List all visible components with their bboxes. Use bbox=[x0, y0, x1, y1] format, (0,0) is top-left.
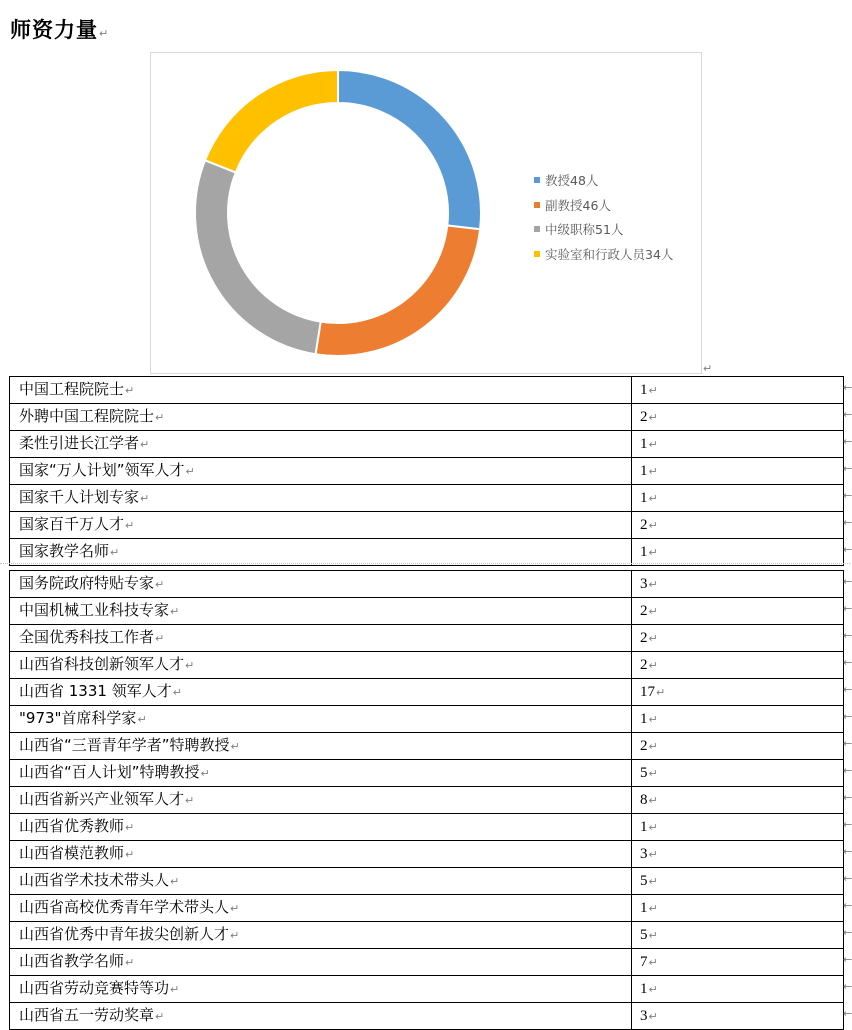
cell-label[interactable] bbox=[10, 787, 632, 814]
cell-label[interactable] bbox=[10, 760, 632, 787]
row-end-mark-icon: ← bbox=[843, 542, 852, 556]
row-end-mark-icon: ← bbox=[843, 979, 852, 993]
table-row bbox=[10, 976, 844, 1003]
row-value: 1 bbox=[640, 899, 648, 916]
paragraph-mark-icon: ↵ bbox=[125, 384, 135, 397]
row-label: 山西省“三晋青年学者”特聘教授 bbox=[19, 736, 230, 754]
cell-label[interactable] bbox=[10, 949, 632, 976]
paragraph-mark-icon: ↵ bbox=[648, 982, 658, 996]
table-row bbox=[10, 1003, 844, 1030]
cell-label[interactable] bbox=[10, 814, 632, 841]
row-label: 山西省“百人计划”特聘教授 bbox=[19, 763, 200, 781]
row-label: 山西省模范教师 bbox=[19, 844, 125, 862]
row-value: 1 bbox=[640, 818, 648, 835]
row-value: 1 bbox=[640, 710, 648, 727]
paragraph-mark-icon: ↵ bbox=[170, 605, 180, 618]
cell-value[interactable] bbox=[632, 539, 844, 566]
cell-value[interactable] bbox=[632, 733, 844, 760]
row-end-mark-icon: ← bbox=[843, 682, 852, 696]
row-end-mark-icon: ← bbox=[843, 434, 852, 448]
paragraph-mark-icon: ↵ bbox=[648, 955, 658, 969]
legend-swatch bbox=[534, 177, 540, 183]
table-row bbox=[10, 841, 844, 868]
honors-table-national bbox=[9, 376, 844, 566]
row-label: 中国机械工业科技专家 bbox=[19, 601, 170, 619]
row-value: 5 bbox=[640, 872, 648, 889]
paragraph-mark-icon: ↵ bbox=[137, 713, 147, 726]
cell-label[interactable] bbox=[10, 868, 632, 895]
cell-value[interactable] bbox=[632, 841, 844, 868]
row-end-mark-icon: ← bbox=[843, 380, 852, 394]
cell-label[interactable] bbox=[10, 598, 632, 625]
cell-label[interactable] bbox=[10, 539, 632, 566]
row-end-mark-icon: ← bbox=[843, 574, 852, 588]
paragraph-mark-icon: ↵ bbox=[125, 821, 135, 834]
doughnut-slice[interactable] bbox=[195, 160, 321, 354]
paragraph-mark-icon: ↵ bbox=[648, 577, 658, 591]
row-value: 2 bbox=[640, 737, 648, 754]
cell-label[interactable] bbox=[10, 841, 632, 868]
row-label: 山西省教学名师 bbox=[19, 952, 125, 970]
cell-value[interactable] bbox=[632, 512, 844, 539]
row-value: 1 bbox=[640, 381, 648, 398]
row-value: 2 bbox=[640, 408, 648, 425]
row-end-mark-icon: ← bbox=[843, 952, 852, 966]
cell-value[interactable] bbox=[632, 377, 844, 404]
paragraph-mark-icon: ↵ bbox=[648, 437, 658, 451]
cell-value[interactable] bbox=[632, 571, 844, 598]
cell-value[interactable] bbox=[632, 485, 844, 512]
cell-value[interactable] bbox=[632, 404, 844, 431]
paragraph-mark-icon: ↵ bbox=[185, 794, 195, 807]
paragraph-mark-icon: ↵ bbox=[125, 848, 135, 861]
cell-value[interactable] bbox=[632, 458, 844, 485]
cell-label[interactable] bbox=[10, 1003, 632, 1030]
row-label: 山西省科技创新领军人才 bbox=[19, 655, 185, 673]
row-value: 8 bbox=[640, 791, 648, 808]
row-label: 国家“万人计划”领军人才 bbox=[19, 461, 185, 479]
cell-value[interactable] bbox=[632, 814, 844, 841]
paragraph-mark-icon: ↵ bbox=[648, 901, 658, 915]
row-label: 山西省学术技术带头人 bbox=[19, 871, 170, 889]
paragraph-mark-icon: ↵ bbox=[230, 929, 240, 942]
table-row bbox=[10, 949, 844, 976]
paragraph-mark-icon: ↵ bbox=[648, 739, 658, 753]
row-label: 国家千人计划专家 bbox=[19, 488, 140, 506]
paragraph-mark-icon: ↵ bbox=[648, 793, 658, 807]
paragraph-mark-icon: ↵ bbox=[648, 545, 658, 559]
cell-value[interactable] bbox=[632, 922, 844, 949]
row-label: 国家百千万人才 bbox=[19, 515, 125, 533]
chart-legend bbox=[534, 168, 673, 266]
row-label: 柔性引进长江学者 bbox=[19, 434, 140, 452]
paragraph-mark-icon: ↵ bbox=[648, 518, 658, 532]
paragraph-mark-icon: ↵ bbox=[648, 383, 658, 397]
row-value: 1 bbox=[640, 462, 648, 479]
table-row bbox=[10, 485, 844, 512]
table-row bbox=[10, 625, 844, 652]
paragraph-mark-icon: ↵ bbox=[648, 820, 658, 834]
row-label: 山西省新兴产业领军人才 bbox=[19, 790, 185, 808]
cell-value[interactable] bbox=[632, 760, 844, 787]
paragraph-mark-icon: ↵ bbox=[648, 631, 658, 645]
table-row bbox=[10, 868, 844, 895]
paragraph-mark-icon: ↵ bbox=[155, 578, 165, 591]
paragraph-mark-icon: ↵ bbox=[125, 956, 135, 969]
paragraph-mark-icon: ↵ bbox=[648, 874, 658, 888]
row-label: 山西省高校优秀青年学术带头人 bbox=[19, 898, 230, 916]
row-label: "973"首席科学家 bbox=[19, 709, 137, 727]
row-label: 山西省优秀中青年拔尖创新人才 bbox=[19, 925, 230, 943]
paragraph-mark-icon: ↵ bbox=[99, 27, 109, 40]
paragraph-mark-icon: ↵ bbox=[648, 766, 658, 780]
paragraph-mark-icon: ↵ bbox=[155, 632, 165, 645]
table-row bbox=[10, 652, 844, 679]
cell-value[interactable] bbox=[632, 868, 844, 895]
row-label: 山西省 1331 领军人才 bbox=[19, 682, 172, 700]
table-row bbox=[10, 431, 844, 458]
row-value: 2 bbox=[640, 629, 648, 646]
row-label: 中国工程院院士 bbox=[19, 380, 125, 398]
paragraph-mark-icon: ↵ bbox=[648, 847, 658, 861]
row-value: 1 bbox=[640, 435, 648, 452]
cell-label[interactable] bbox=[10, 512, 632, 539]
legend-label: 教授48人 bbox=[545, 173, 599, 189]
row-end-mark-icon: ← bbox=[843, 515, 852, 529]
legend-item bbox=[534, 217, 673, 242]
row-value: 2 bbox=[640, 516, 648, 533]
paragraph-mark-icon: ↵ bbox=[648, 928, 658, 942]
honors-table-provincial bbox=[9, 570, 844, 1030]
paragraph-mark-icon: ↵ bbox=[170, 875, 180, 888]
row-end-mark-icon: ← bbox=[843, 488, 852, 502]
doughnut-chart[interactable] bbox=[150, 52, 702, 374]
row-value: 5 bbox=[640, 926, 648, 943]
table-row bbox=[10, 679, 844, 706]
table-row bbox=[10, 733, 844, 760]
cell-value[interactable] bbox=[632, 976, 844, 1003]
legend-swatch bbox=[534, 202, 540, 208]
legend-label: 实验室和行政人员34人 bbox=[545, 246, 674, 262]
row-end-mark-icon: ← bbox=[843, 655, 852, 669]
paragraph-mark-icon: ↵ bbox=[648, 1009, 658, 1023]
row-end-mark-icon: ← bbox=[843, 790, 852, 804]
paragraph-mark-icon: ↵ bbox=[648, 658, 658, 672]
paragraph-mark-icon: ↵ bbox=[155, 411, 165, 424]
cell-value[interactable] bbox=[632, 1003, 844, 1030]
row-value: 3 bbox=[640, 575, 648, 592]
paragraph-mark-icon: ↵ bbox=[185, 659, 195, 672]
table-row bbox=[10, 598, 844, 625]
table-row bbox=[10, 458, 844, 485]
row-end-mark-icon: ← bbox=[843, 736, 852, 750]
table-row bbox=[10, 706, 844, 733]
cell-value[interactable] bbox=[632, 706, 844, 733]
paragraph-mark-icon: ↵ bbox=[155, 1010, 165, 1023]
cell-value[interactable] bbox=[632, 431, 844, 458]
row-label: 国家教学名师 bbox=[19, 542, 110, 560]
row-end-mark-icon: ← bbox=[843, 871, 852, 885]
row-value: 3 bbox=[640, 1007, 648, 1024]
table-separator bbox=[0, 563, 850, 564]
paragraph-mark-icon: ↵ bbox=[140, 438, 150, 451]
row-end-mark-icon: ← bbox=[843, 817, 852, 831]
legend-item bbox=[534, 168, 673, 193]
row-value: 1 bbox=[640, 489, 648, 506]
cell-label[interactable] bbox=[10, 895, 632, 922]
paragraph-mark-icon: ↵ bbox=[110, 546, 120, 559]
cell-label[interactable] bbox=[10, 922, 632, 949]
paragraph-mark-icon: ↵ bbox=[656, 685, 666, 699]
table-row bbox=[10, 922, 844, 949]
paragraph-mark-icon: ↵ bbox=[703, 362, 713, 375]
row-end-mark-icon: ← bbox=[843, 925, 852, 939]
cell-label[interactable] bbox=[10, 976, 632, 1003]
row-end-mark-icon: ← bbox=[843, 628, 852, 642]
row-value: 3 bbox=[640, 845, 648, 862]
legend-item bbox=[534, 193, 673, 218]
paragraph-mark-icon: ↵ bbox=[648, 464, 658, 478]
paragraph-mark-icon: ↵ bbox=[170, 983, 180, 996]
row-label: 山西省五一劳动奖章 bbox=[19, 1006, 155, 1024]
table-row bbox=[10, 895, 844, 922]
table-row bbox=[10, 539, 844, 566]
table-row bbox=[10, 512, 844, 539]
legend-label: 中级职称51人 bbox=[545, 222, 624, 238]
row-label: 外聘中国工程院院士 bbox=[19, 407, 155, 425]
paragraph-mark-icon: ↵ bbox=[648, 712, 658, 726]
cell-label[interactable] bbox=[10, 458, 632, 485]
table-row bbox=[10, 571, 844, 598]
row-end-mark-icon: ← bbox=[843, 898, 852, 912]
legend-swatch bbox=[534, 251, 540, 257]
paragraph-mark-icon: ↵ bbox=[140, 492, 150, 505]
legend-label: 副教授46人 bbox=[545, 197, 611, 213]
cell-value[interactable] bbox=[632, 625, 844, 652]
table-row bbox=[10, 814, 844, 841]
cell-label[interactable] bbox=[10, 652, 632, 679]
paragraph-mark-icon: ↵ bbox=[200, 767, 210, 780]
cell-value[interactable] bbox=[632, 652, 844, 679]
page-heading: 师资力量 bbox=[10, 17, 98, 42]
paragraph-mark-icon: ↵ bbox=[125, 519, 135, 532]
cell-value[interactable] bbox=[632, 895, 844, 922]
legend-item bbox=[534, 242, 673, 267]
row-end-mark-icon: ← bbox=[843, 461, 852, 475]
row-value: 5 bbox=[640, 764, 648, 781]
row-label: 国务院政府特贴专家 bbox=[19, 574, 155, 592]
cell-label[interactable] bbox=[10, 679, 632, 706]
legend-swatch bbox=[534, 226, 540, 232]
heading-block bbox=[10, 14, 108, 44]
table-row bbox=[10, 404, 844, 431]
cell-label[interactable] bbox=[10, 706, 632, 733]
paragraph-mark-icon: ↵ bbox=[648, 491, 658, 505]
row-end-mark-icon: ← bbox=[843, 407, 852, 421]
table-row bbox=[10, 377, 844, 404]
row-end-mark-icon: ← bbox=[843, 601, 852, 615]
doughnut-slice[interactable] bbox=[316, 226, 481, 356]
row-value: 1 bbox=[640, 543, 648, 560]
table-row bbox=[10, 787, 844, 814]
doughnut-slice[interactable] bbox=[338, 70, 481, 229]
row-value: 2 bbox=[640, 656, 648, 673]
cell-value[interactable] bbox=[632, 949, 844, 976]
row-label: 山西省劳动竞赛特等功 bbox=[19, 979, 170, 997]
cell-value[interactable] bbox=[632, 787, 844, 814]
row-end-mark-icon: ← bbox=[843, 1006, 852, 1020]
row-end-mark-icon: ← bbox=[843, 709, 852, 723]
cell-value[interactable] bbox=[632, 598, 844, 625]
paragraph-mark-icon: ↵ bbox=[230, 740, 240, 753]
row-value: 1 bbox=[640, 980, 648, 997]
cell-label[interactable] bbox=[10, 571, 632, 598]
paragraph-mark-icon: ↵ bbox=[648, 410, 658, 424]
cell-label[interactable] bbox=[10, 431, 632, 458]
paragraph-mark-icon: ↵ bbox=[230, 902, 240, 915]
row-end-mark-icon: ← bbox=[843, 844, 852, 858]
row-label: 全国优秀科技工作者 bbox=[19, 628, 155, 646]
cell-label[interactable] bbox=[10, 404, 632, 431]
row-value: 2 bbox=[640, 602, 648, 619]
cell-value[interactable] bbox=[632, 679, 844, 706]
cell-label[interactable] bbox=[10, 377, 632, 404]
cell-label[interactable] bbox=[10, 485, 632, 512]
paragraph-mark-icon: ↵ bbox=[648, 604, 658, 618]
paragraph-mark-icon: ↵ bbox=[172, 686, 182, 699]
table-row bbox=[10, 760, 844, 787]
cell-label[interactable] bbox=[10, 733, 632, 760]
doughnut-slice[interactable] bbox=[205, 70, 338, 172]
row-value: 17 bbox=[640, 683, 655, 700]
row-end-mark-icon: ← bbox=[843, 763, 852, 777]
paragraph-mark-icon: ↵ bbox=[185, 465, 195, 478]
row-value: 7 bbox=[640, 953, 648, 970]
cell-label[interactable] bbox=[10, 625, 632, 652]
row-label: 山西省优秀教师 bbox=[19, 817, 125, 835]
